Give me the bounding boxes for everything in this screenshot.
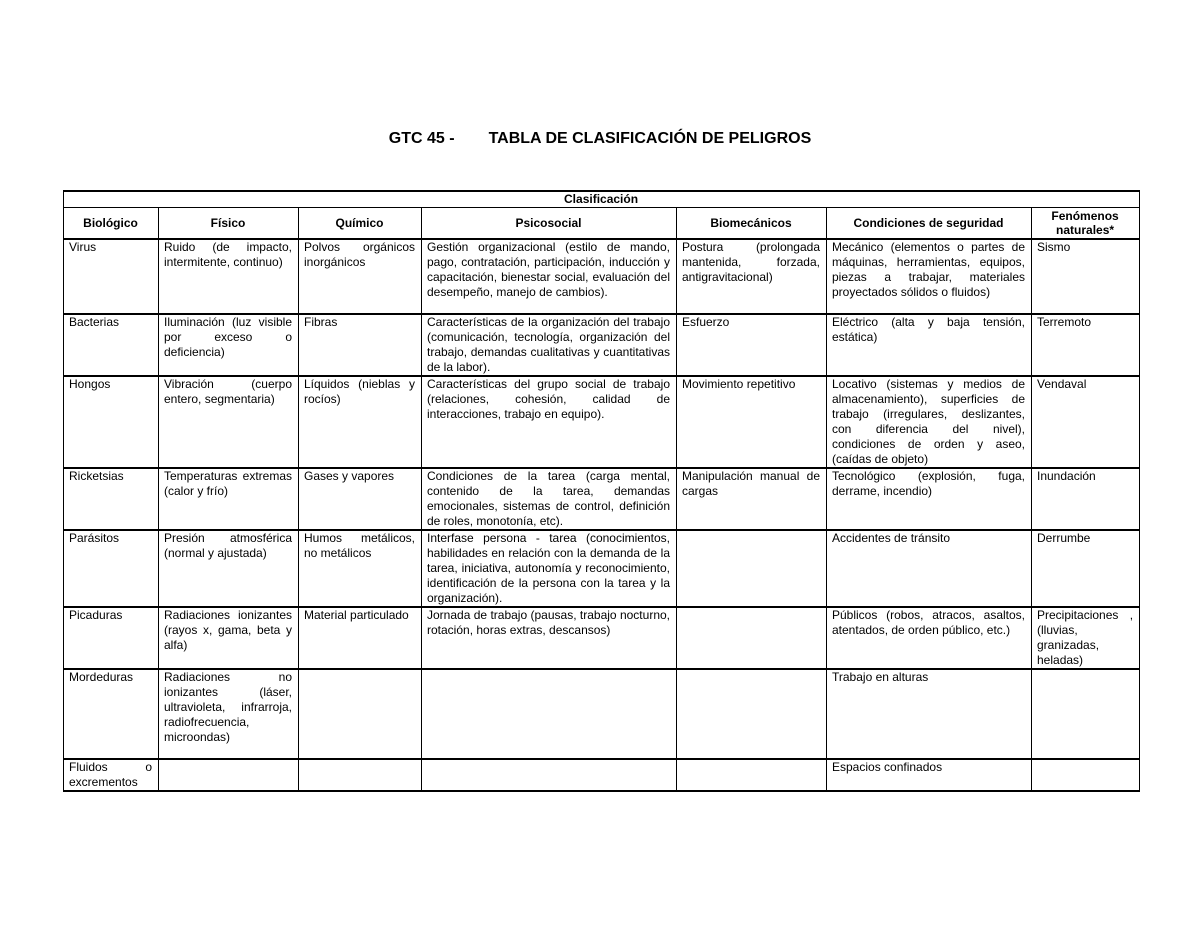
table-row [64,376,1140,468]
cell-fisico: Radiaciones no ionizantes (láser, ultravioleta, infrarroja, radiofrecuencia, microondas) [159,669,299,759]
cell-biomecanicos: Manipulación manual de cargas [677,468,827,530]
column-header-condiciones-seguridad: Condiciones de seguridad [827,208,1032,240]
column-header-biomecanicos: Biomecánicos [677,208,827,240]
cell-biomecanicos [677,759,827,791]
table-row [64,669,1140,759]
column-header-fenomenos-naturales: Fenómenos naturales* [1032,208,1140,240]
cell-quimico: Polvos orgánicos inorgánicos [299,239,422,314]
cell-biologico: Bacterias [64,314,159,376]
column-header-fisico: Físico [159,208,299,240]
cell-fisico: Ruido (de impacto, intermitente, continuo) [159,239,299,314]
cell-psicosocial: Gestión organizacional (estilo de mando, pago, contratación, participación, inducción y capacitación, bienestar social, evaluación del desempeño, manejo de cambios). [422,239,677,314]
cell-fenomenos-naturales: Terremoto [1032,314,1140,376]
cell-quimico [299,669,422,759]
cell-biomecanicos: Postura (prolongada mantenida, forzada, antigravitacional) [677,239,827,314]
table-row [64,239,1140,314]
cell-fisico: Temperaturas extremas (calor y frío) [159,468,299,530]
cell-fenomenos-naturales [1032,669,1140,759]
cell-fenomenos-naturales: Sismo [1032,239,1140,314]
cell-biologico: Parásitos [64,530,159,607]
cell-psicosocial: Características de la organización del trabajo (comunicación, tecnología, organización del trabajo, demandas cualitativas y cuantitativas de la labor). [422,314,677,376]
cell-fisico [159,759,299,791]
cell-quimico: Gases y vapores [299,468,422,530]
cell-quimico: Líquidos (nieblas y rocíos) [299,376,422,468]
cell-condiciones-seguridad: Trabajo en alturas [827,669,1032,759]
table-row [64,530,1140,607]
cell-fisico: Presión atmosférica (normal y ajustada) [159,530,299,607]
column-header-biologico: Biológico [64,208,159,240]
cell-biologico: Mordeduras [64,669,159,759]
column-header-quimico: Químico [299,208,422,240]
cell-fenomenos-naturales: Derrumbe [1032,530,1140,607]
cell-fenomenos-naturales: Precipitaciones , (lluvias, granizadas, heladas) [1032,607,1140,669]
cell-condiciones-seguridad: Eléctrico (alta y baja tensión, estática) [827,314,1032,376]
cell-condiciones-seguridad: Públicos (robos, atracos, asaltos, atentados, de orden público, etc.) [827,607,1032,669]
cell-quimico [299,759,422,791]
cell-fisico: Vibración (cuerpo entero, segmentaria) [159,376,299,468]
cell-condiciones-seguridad: Locativo (sistemas y medios de almacenamiento), superficies de trabajo (irregulares, deslizantes, con diferencia del nivel), condiciones de orden y aseo, (caídas de objeto) [827,376,1032,468]
page-title [0,130,1200,148]
cell-fenomenos-naturales: Inundación [1032,468,1140,530]
cell-biomecanicos [677,530,827,607]
cell-biomecanicos: Movimiento repetitivo [677,376,827,468]
title-text: TABLA DE CLASIFICACIÓN DE PELIGROS [488,130,812,147]
title-code: GTC 45 - [388,130,455,147]
table-row [64,607,1140,669]
cell-fisico: Iluminación (luz visible por exceso o deficiencia) [159,314,299,376]
cell-biologico: Hongos [64,376,159,468]
classification-header: Clasificación [64,191,1140,208]
cell-psicosocial [422,759,677,791]
cell-condiciones-seguridad: Mecánico (elementos o partes de máquinas, herramientas, equipos, piezas a trabajar, materiales proyectados sólidos o fluidos) [827,239,1032,314]
cell-biomecanicos: Esfuerzo [677,314,827,376]
cell-biomecanicos [677,607,827,669]
cell-fenomenos-naturales: Vendaval [1032,376,1140,468]
cell-fenomenos-naturales [1032,759,1140,791]
cell-psicosocial [422,669,677,759]
cell-psicosocial: Condiciones de la tarea (carga mental, contenido de la tarea, demandas emocionales, sistemas de control, definición de roles, monotonía, etc). [422,468,677,530]
cell-psicosocial: Jornada de trabajo (pausas, trabajo nocturno, rotación, horas extras, descansos) [422,607,677,669]
cell-biomecanicos [677,669,827,759]
table-row [64,759,1140,791]
cell-fisico: Radiaciones ionizantes (rayos x, gama, beta y alfa) [159,607,299,669]
table-row [64,468,1140,530]
cell-biologico: Picaduras [64,607,159,669]
cell-condiciones-seguridad: Tecnológico (explosión, fuga, derrame, incendio) [827,468,1032,530]
cell-quimico: Fibras [299,314,422,376]
cell-biologico: Virus [64,239,159,314]
cell-biologico: Fluidos o excrementos [64,759,159,791]
table-row [64,314,1140,376]
cell-condiciones-seguridad: Accidentes de tránsito [827,530,1032,607]
cell-psicosocial: Interfase persona - tarea (conocimientos, habilidades en relación con la demanda de la tarea, iniciativa, autonomía y reconocimiento, identificación de la persona con la tarea y la organización). [422,530,677,607]
hazard-classification-table [63,190,1140,792]
cell-psicosocial: Características del grupo social de trabajo (relaciones, cohesión, calidad de interacciones, trabajo en equipo). [422,376,677,468]
column-header-psicosocial: Psicosocial [422,208,677,240]
cell-condiciones-seguridad: Espacios confinados [827,759,1032,791]
cell-quimico: Material particulado [299,607,422,669]
cell-quimico: Humos metálicos, no metálicos [299,530,422,607]
cell-biologico: Ricketsias [64,468,159,530]
